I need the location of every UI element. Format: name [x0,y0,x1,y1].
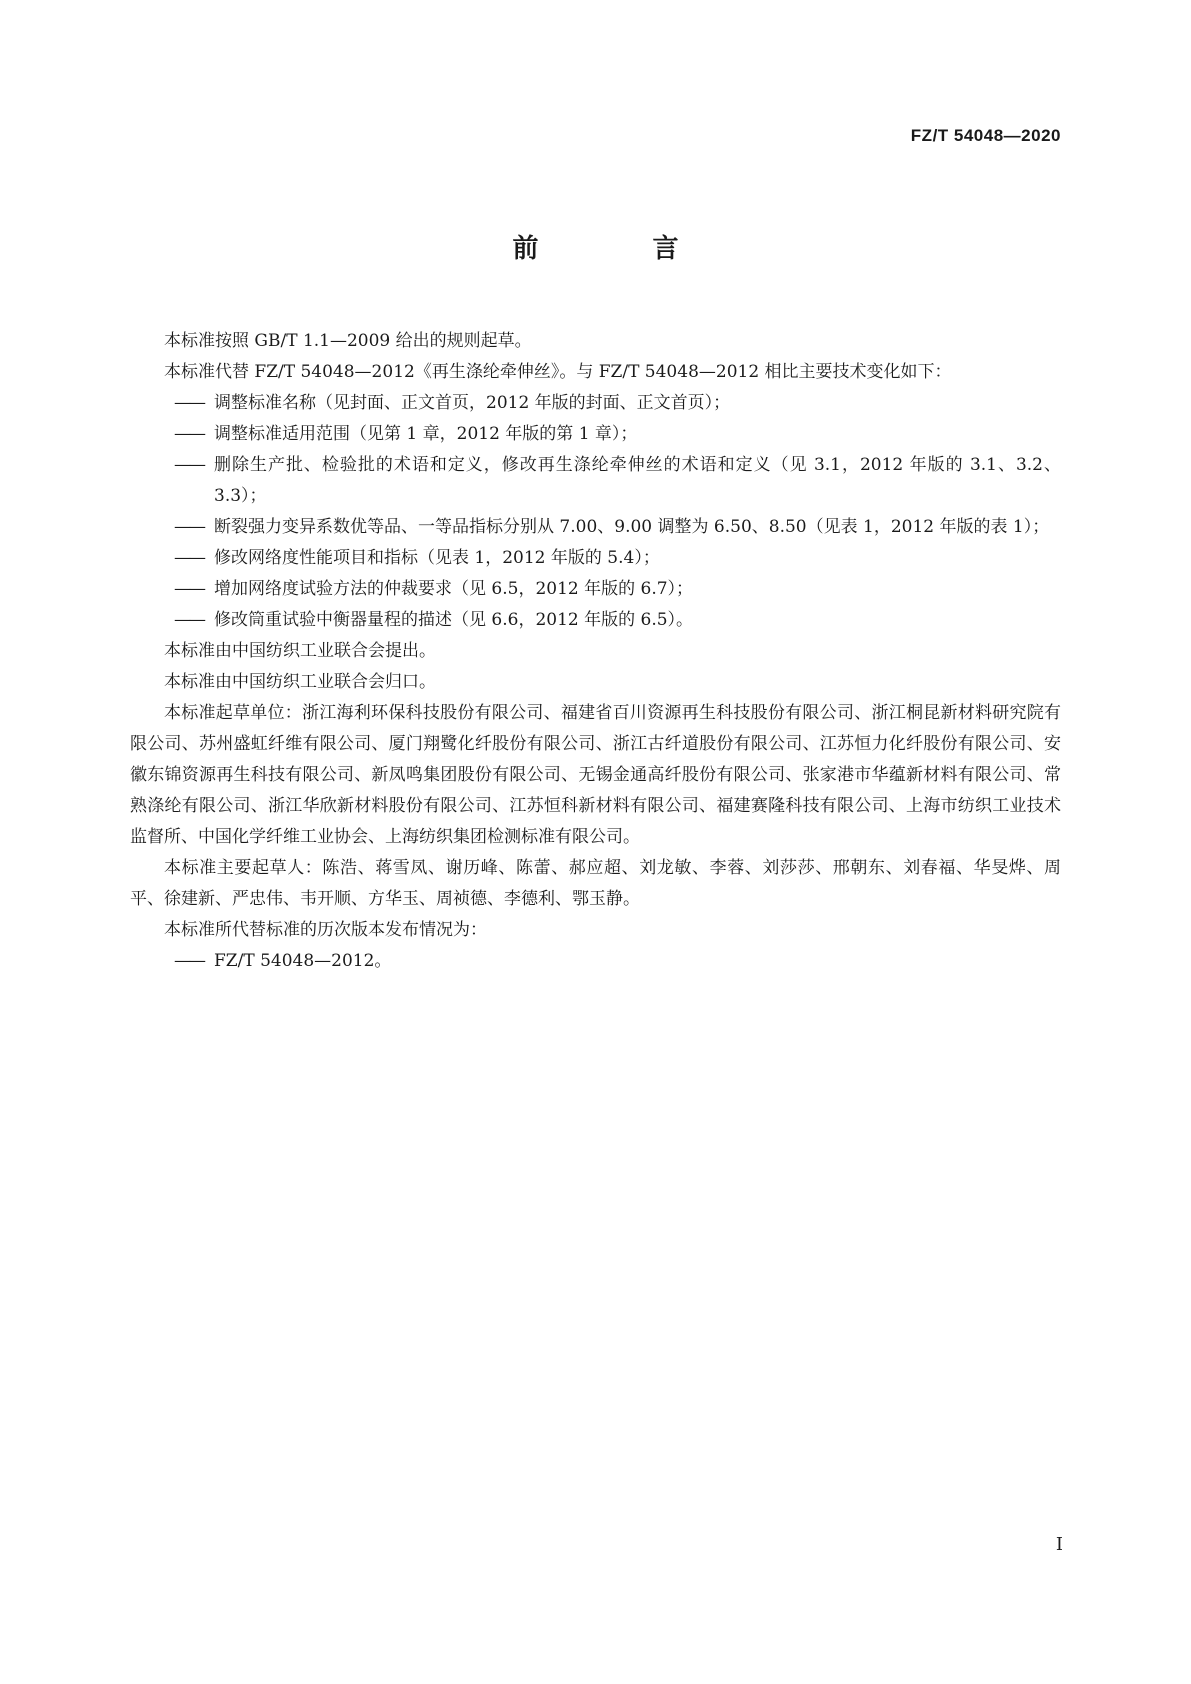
paragraph-centralized-by: 本标准由中国纺织工业联合会归口。 [164,672,436,692]
dash-marker: —— [174,455,204,475]
page-title: 前 言 [512,234,723,264]
dash-marker: —— [174,517,204,537]
list-item-text: 调整标准适用范围（见第 1 章，2012 年版的第 1 章）； [214,424,638,444]
paragraph-history-intro: 本标准所代替标准的历次版本发布情况为： [164,920,487,940]
dash-marker: —— [174,548,204,568]
list-item [130,450,1061,512]
paragraph-drafting-units: 本标准起草单位：浙江海利环保科技股份有限公司、福建省百川资源再生科技股份有限公司、浙江桐昆新材料研究院有限公司、苏州盛虹纤维有限公司、厦门翔鹭化纤股份有限公司、浙江古纤道股份有限公司、江苏恒力化纤股份有限公司、安徽东锦资源再生科技有限公司、新凤鸣集团股份有限公司、无锡金通高纤股份有限公司、张家港市华蕴新材料有限公司、常熟涤纶有限公司、浙江华欣新材料股份有限公司、江苏恒科新材料有限公司、福建赛隆科技有限公司、上海市纺织工业技术监督所、中国化学纤维工业协会、上海纺织集团检测标准有限公司。 [130,703,1061,847]
list-item-text: 修改筒重试验中衡器量程的描述（见 6.6，2012 年版的 6.5）。 [214,610,694,630]
list-item-text: 调整标准名称（见封面、正文首页，2012 年版的封面、正文首页）； [214,393,731,413]
foreword-body [130,326,1061,977]
list-item-text: 增加网络度试验方法的仲裁要求（见 6.5，2012 年版的 6.7）； [214,579,694,599]
dash-marker: —— [174,951,204,971]
list-item-text: 断裂强力变异系数优等品、一等品指标分别从 7.00、9.00 调整为 6.50、8.50（见表 1，2012 年版的表 1）； [214,517,1050,537]
paragraph-replacement-note: 本标准代替 FZ/T 54048—2012《再生涤纶牵伸丝》。与 FZ/T 54048—2012 相比主要技术变化如下： [164,362,952,382]
list-item [130,574,1061,605]
paragraph-drafters: 本标准主要起草人：陈浩、蒋雪凤、谢历峰、陈蕾、郝应超、刘龙敏、李蓉、刘莎莎、邢朝东、刘春福、华旻烨、周平、徐建新、严忠伟、韦开顺、方华玉、周祯德、李德利、鄂玉静。 [130,858,1061,909]
list-item [130,419,1061,450]
list-item-text: 删除生产批、检验批的术语和定义，修改再生涤纶牵伸丝的术语和定义（见 3.1，2012 年版的 3.1、3.2、3.3）； [214,455,1061,506]
paragraph-drafting-rules: 本标准按照 GB/T 1.1—2009 给出的规则起草。 [164,331,532,351]
list-item [130,543,1061,574]
paragraph-proposer: 本标准由中国纺织工业联合会提出。 [164,641,436,661]
list-item [130,388,1061,419]
list-item-text: 修改网络度性能项目和指标（见表 1，2012 年版的 5.4）； [214,548,660,568]
history-item-text: FZ/T 54048—2012。 [214,951,392,971]
list-item [130,605,1061,636]
dash-marker: —— [174,610,204,630]
standard-code: FZ/T 54048—2020 [910,126,1061,145]
dash-marker: —— [174,579,204,599]
list-item [130,512,1061,543]
dash-marker: —— [174,424,204,444]
page-number: I [1055,1534,1063,1555]
history-item [130,946,1061,977]
dash-marker: —— [174,393,204,413]
changes-list [130,388,1061,636]
